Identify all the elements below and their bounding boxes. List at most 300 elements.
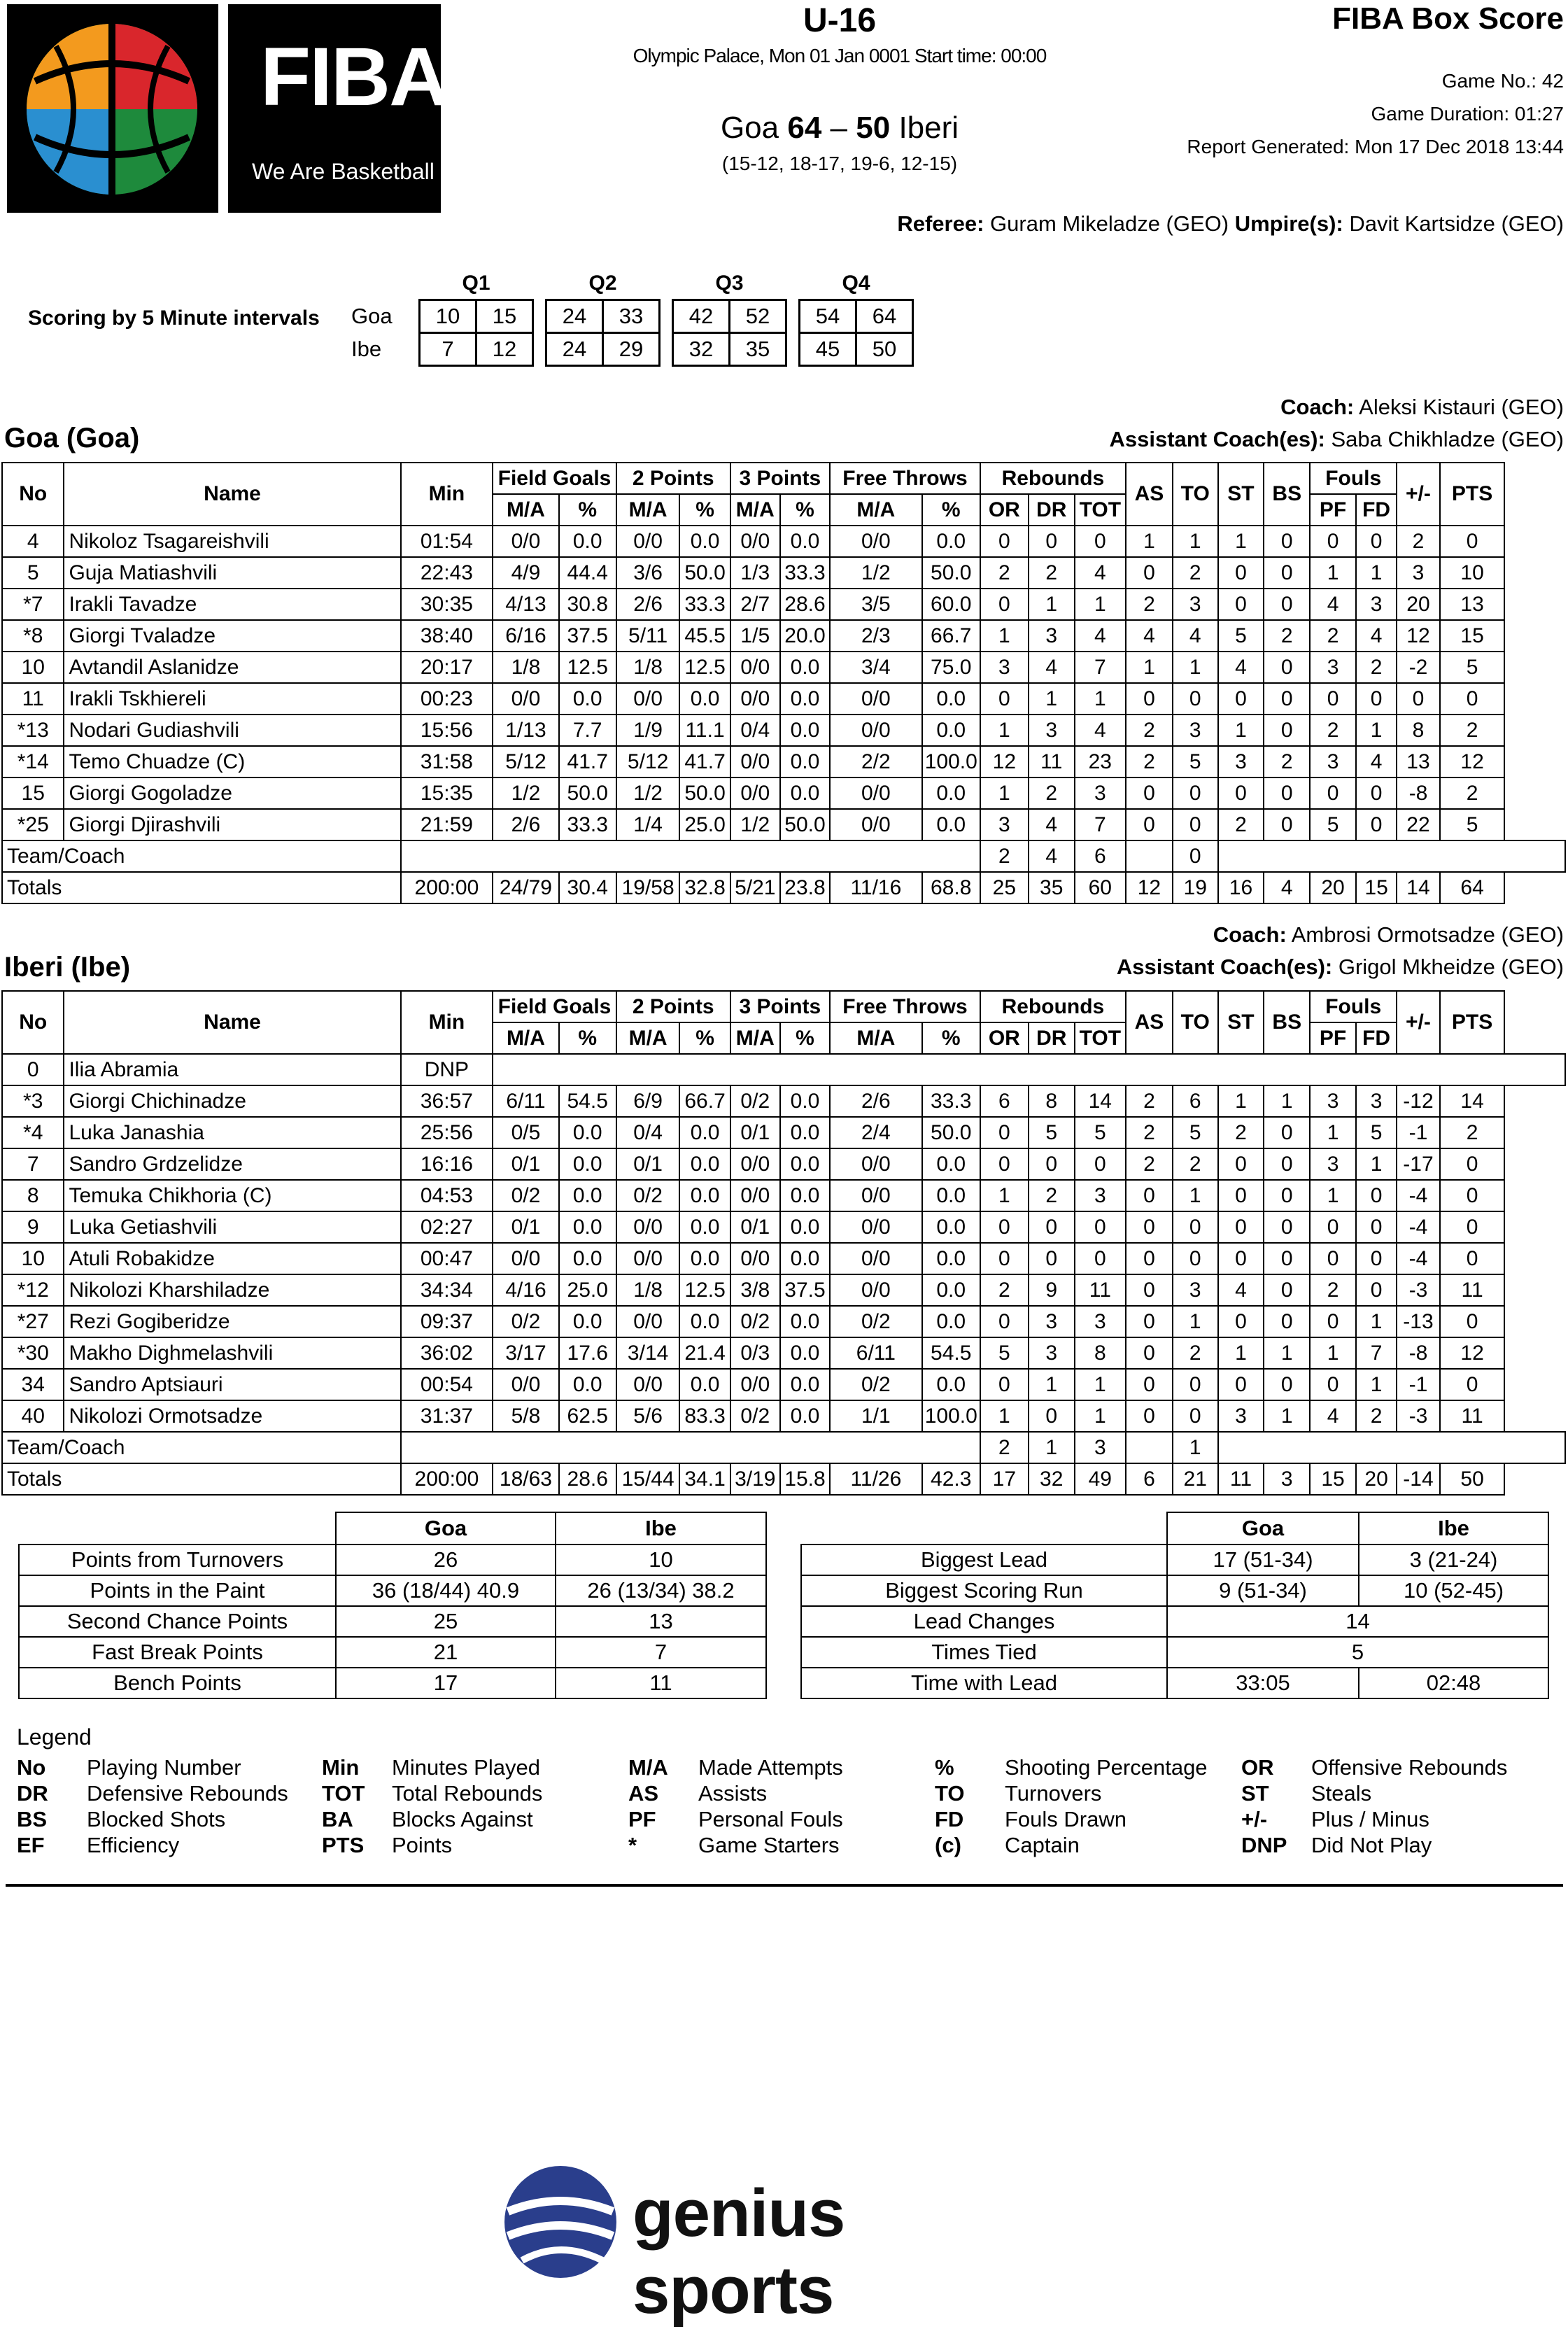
stat-cell: 0 xyxy=(980,1211,1029,1243)
stat-cell: 1 xyxy=(1075,1400,1126,1432)
stat-cell: 3 xyxy=(1075,1432,1126,1463)
stat-cell: 6/11 xyxy=(830,1337,922,1369)
q1-header: Q1 xyxy=(462,272,490,295)
stat-cell: 04:53 xyxy=(401,1180,493,1211)
legend-description: Game Starters xyxy=(698,1833,840,1857)
stat-cell: 0/1 xyxy=(730,1211,780,1243)
col-pts: PTS xyxy=(1440,463,1505,526)
player-number: 15 xyxy=(2,777,64,809)
stat-cell: 33.3 xyxy=(679,589,730,620)
stat-cell: 0 xyxy=(1218,1306,1264,1337)
stat-cell: 1 xyxy=(1075,1369,1126,1400)
stat-cell: 1/9 xyxy=(616,715,680,746)
stat-cell: 3 xyxy=(1356,589,1397,620)
stat-cell: 0 xyxy=(1075,1243,1126,1274)
col-fouls: Fouls xyxy=(1310,991,1397,1022)
stat-cell: 20.0 xyxy=(780,620,830,652)
stat-cell: 0.0 xyxy=(922,1148,980,1180)
stat-cell: 3 xyxy=(1029,620,1075,652)
stat-cell: 00:23 xyxy=(401,683,493,715)
sub-header: FD xyxy=(1356,1022,1397,1054)
stat-cell: 0/0 xyxy=(730,683,780,715)
stat-cell: 3 xyxy=(1218,746,1264,777)
legend-description: Defensive Rebounds xyxy=(87,1781,288,1806)
player-number: 40 xyxy=(2,1400,64,1432)
player-number: *25 xyxy=(2,809,64,840)
stat-cell: 1 xyxy=(1173,1306,1218,1337)
player-name: Luka Getiashvili xyxy=(64,1211,400,1243)
player-row xyxy=(2,1054,1565,1085)
stat-cell: 0/0 xyxy=(730,746,780,777)
stat-cell: 1/2 xyxy=(730,809,780,840)
stat-cell: 5 xyxy=(1218,620,1264,652)
stat-cell: 33.3 xyxy=(559,809,616,840)
stat-cell: 17 xyxy=(980,1463,1029,1495)
totals-row xyxy=(2,872,1565,903)
stat-cell: 3 xyxy=(980,809,1029,840)
stat-cell: 0/0 xyxy=(730,1243,780,1274)
stat-cell: 0.0 xyxy=(780,1337,830,1369)
stat-cell: 75.0 xyxy=(922,652,980,683)
player-name: Irakli Tavadze xyxy=(64,589,400,620)
legend-description: Minutes Played xyxy=(392,1755,540,1780)
player-name: Nikolozi Kharshiladze xyxy=(64,1274,400,1306)
col-rebounds: Rebounds xyxy=(980,991,1126,1022)
stat-cell: -12 xyxy=(1397,1085,1439,1117)
stat-cell: 0 xyxy=(1310,1369,1356,1400)
stat-cell: 44.4 xyxy=(559,557,616,589)
stat-cell: 17.6 xyxy=(559,1337,616,1369)
stat-cell: 0/0 xyxy=(730,1369,780,1400)
stat-cell: 6/11 xyxy=(493,1085,558,1117)
legend-description: Blocks Against xyxy=(392,1807,533,1831)
stat-cell: 1/8 xyxy=(616,652,680,683)
player-name: Temo Chuadze (C) xyxy=(64,746,400,777)
stat-cell: 1/13 xyxy=(493,715,558,746)
player-name: Nodari Gudiashvili xyxy=(64,715,400,746)
sub-header: % xyxy=(780,1022,830,1054)
sub-header: M/A xyxy=(616,494,680,526)
stat-cell: 0.0 xyxy=(559,1211,616,1243)
stat-cell: 200:00 xyxy=(401,1463,493,1495)
stat-cell: 5 xyxy=(1173,746,1218,777)
player-row xyxy=(2,652,1565,683)
stat-cell: 3/19 xyxy=(730,1463,780,1495)
player-number: 0 xyxy=(2,1054,64,1085)
stat-cell: 4 xyxy=(1029,652,1075,683)
stat-cell: 2 xyxy=(1029,557,1075,589)
stat-cell: 35 xyxy=(1029,872,1075,903)
stat-cell: 09:37 xyxy=(401,1306,493,1337)
player-name: Sandro Aptsiauri xyxy=(64,1369,400,1400)
stat-cell: 33.3 xyxy=(922,1085,980,1117)
stat-cell: -14 xyxy=(1397,1463,1439,1495)
stat-cell: 0 xyxy=(1356,526,1397,557)
stat-cell: 0/0 xyxy=(730,652,780,683)
stat-cell: 0 xyxy=(1126,1306,1173,1337)
col-fouls: Fouls xyxy=(1310,463,1397,494)
stat-cell: 14 xyxy=(1397,872,1439,903)
player-row xyxy=(2,1148,1565,1180)
col-3-points: 3 Points xyxy=(730,991,830,1022)
stat-cell: 25:56 xyxy=(401,1117,493,1148)
stat-cell: 2 xyxy=(1173,1337,1218,1369)
stat-cell: 7 xyxy=(1075,809,1126,840)
stat-cell: 00:47 xyxy=(401,1243,493,1274)
competition-title: U-16 xyxy=(803,2,877,39)
stat-cell: 11/16 xyxy=(830,872,922,903)
player-row xyxy=(2,620,1565,652)
stat-cell: 19 xyxy=(1173,872,1218,903)
stat-cell: 2/2 xyxy=(830,746,922,777)
stat-cell: 15.8 xyxy=(780,1463,830,1495)
stat-cell: 4 xyxy=(1173,620,1218,652)
stat-cell: 1/8 xyxy=(493,652,558,683)
stat-cell: 5 xyxy=(1173,1117,1218,1148)
stat-cell: 0 xyxy=(1397,683,1439,715)
player-row xyxy=(2,1274,1565,1306)
legend-key: FD xyxy=(935,1807,964,1831)
stat-cell: 4 xyxy=(1310,1400,1356,1432)
legend-description: Playing Number xyxy=(87,1755,241,1780)
stat-cell: -3 xyxy=(1397,1400,1439,1432)
player-number: *30 xyxy=(2,1337,64,1369)
player-name: Avtandil Aslanidze xyxy=(64,652,400,683)
stat-cell: 0 xyxy=(1356,1211,1397,1243)
summary-row: Biggest Lead 17 (51-34) 3 (21-24) xyxy=(801,1545,1548,1575)
player-row xyxy=(2,1243,1565,1274)
fiba-tagline: We Are Basketball xyxy=(252,159,435,184)
empty-cells xyxy=(401,840,980,872)
stat-cell: 0 xyxy=(1264,1148,1310,1180)
stat-cell: 23.8 xyxy=(780,872,830,903)
stat-cell: -2 xyxy=(1397,652,1439,683)
stat-cell: 0.0 xyxy=(780,746,830,777)
stat-cell: -1 xyxy=(1397,1369,1439,1400)
stat-cell: 66.7 xyxy=(922,620,980,652)
stat-cell: 21:59 xyxy=(401,809,493,840)
player-name: Makho Dighmelashvili xyxy=(64,1337,400,1369)
legend-description: Blocked Shots xyxy=(87,1807,226,1831)
stat-cell: 0 xyxy=(980,1306,1029,1337)
col-as: AS xyxy=(1126,991,1173,1054)
stat-cell: 3 xyxy=(1173,715,1218,746)
stat-cell: 0/0 xyxy=(493,1369,558,1400)
stat-cell: 2 xyxy=(1029,1180,1075,1211)
player-min: DNP xyxy=(401,1054,493,1085)
stat-cell: 0 xyxy=(1173,683,1218,715)
game-duration: Game Duration: 01:27 xyxy=(1371,103,1564,125)
sub-header: % xyxy=(559,494,616,526)
legend-key: DR xyxy=(17,1781,48,1806)
stat-cell: 0 xyxy=(1126,1274,1173,1306)
stat-cell: 5 xyxy=(1075,1117,1126,1148)
stat-cell: 5 xyxy=(1029,1117,1075,1148)
stat-cell: 1/5 xyxy=(730,620,780,652)
stat-cell: 01:54 xyxy=(401,526,493,557)
stat-cell: 0 xyxy=(1356,683,1397,715)
stat-cell: 25 xyxy=(980,872,1029,903)
stat-cell: 100.0 xyxy=(922,1400,980,1432)
stat-cell: 23 xyxy=(1075,746,1126,777)
stat-cell: 0/4 xyxy=(616,1117,680,1148)
stat-cell: 2 xyxy=(1440,1117,1505,1148)
stat-cell: 0 xyxy=(1173,840,1218,872)
legend-key: TO xyxy=(935,1781,965,1806)
interval-row-team1: Goa 10 15 24 33 42 52 54 64 xyxy=(351,300,913,332)
stat-cell: 2/4 xyxy=(830,1117,922,1148)
player-name: Luka Janashia xyxy=(64,1117,400,1148)
basketball-icon xyxy=(7,4,218,213)
player-name: Giorgi Gogoladze xyxy=(64,777,400,809)
sub-header: M/A xyxy=(493,1022,558,1054)
player-name: Irakli Tskhiereli xyxy=(64,683,400,715)
legend-description: Did Not Play xyxy=(1311,1833,1432,1857)
stat-cell: 10 xyxy=(1440,557,1505,589)
legend-divider xyxy=(6,1884,1563,1887)
sub-header: OR xyxy=(980,494,1029,526)
player-row xyxy=(2,715,1565,746)
sub-header: FD xyxy=(1356,494,1397,526)
stat-cell: 0 xyxy=(1029,526,1075,557)
stat-cell: 0 xyxy=(1126,1337,1173,1369)
stat-cell: 3 xyxy=(980,652,1029,683)
stat-cell: 1 xyxy=(1126,526,1173,557)
stat-cell: 0 xyxy=(1075,526,1126,557)
stat-cell: 3 xyxy=(1029,1306,1075,1337)
stat-cell: 3 xyxy=(1029,715,1075,746)
stat-cell: 14 xyxy=(1075,1085,1126,1117)
legend-key: % xyxy=(935,1755,954,1780)
stat-cell: 3 xyxy=(1397,557,1439,589)
stat-cell: 6 xyxy=(1126,1463,1173,1495)
stat-cell: 00:54 xyxy=(401,1369,493,1400)
stat-cell: 0 xyxy=(1264,652,1310,683)
stat-cell: 3 xyxy=(1310,652,1356,683)
player-row xyxy=(2,777,1565,809)
stat-cell: 0 xyxy=(1310,777,1356,809)
stat-cell: 0 xyxy=(1126,1180,1173,1211)
stat-cell: 0 xyxy=(1440,1306,1505,1337)
stat-cell: 3/6 xyxy=(616,557,680,589)
sub-header: PF xyxy=(1310,494,1356,526)
stat-cell: 12 xyxy=(1397,620,1439,652)
interval-table xyxy=(351,269,914,367)
stat-cell: 28.6 xyxy=(559,1463,616,1495)
player-number: 7 xyxy=(2,1148,64,1180)
stat-cell: 0/0 xyxy=(730,526,780,557)
legend-description: Assists xyxy=(698,1781,768,1806)
stat-cell: 0.0 xyxy=(679,1306,730,1337)
stat-cell: 0.0 xyxy=(780,1117,830,1148)
stat-cell: 50.0 xyxy=(679,777,730,809)
stat-cell: 2/7 xyxy=(730,589,780,620)
stat-cell: 5/8 xyxy=(493,1400,558,1432)
stat-cell: 2 xyxy=(1029,777,1075,809)
sub-header: TOT xyxy=(1075,494,1126,526)
stat-cell: 2 xyxy=(1310,1274,1356,1306)
stat-cell: 0.0 xyxy=(922,1243,980,1274)
stat-cell: 31:58 xyxy=(401,746,493,777)
col-field-goals: Field Goals xyxy=(493,991,616,1022)
stat-cell: 0 xyxy=(1029,1243,1075,1274)
stat-cell: 2 xyxy=(1356,1400,1397,1432)
stat-cell: 6 xyxy=(1075,840,1126,872)
summary-row: Biggest Scoring Run 9 (51-34) 10 (52-45) xyxy=(801,1575,1548,1606)
stat-cell: 18/63 xyxy=(493,1463,558,1495)
stat-cell: 0/5 xyxy=(493,1117,558,1148)
stat-cell: 1/4 xyxy=(616,809,680,840)
legend-key: EF xyxy=(17,1833,45,1857)
stat-cell: 0/1 xyxy=(493,1148,558,1180)
stat-cell: 0/0 xyxy=(830,1148,922,1180)
stat-cell: 3/17 xyxy=(493,1337,558,1369)
player-name: Ilia Abramia xyxy=(64,1054,400,1085)
stat-cell: 0.0 xyxy=(922,809,980,840)
stat-cell: 60 xyxy=(1075,872,1126,903)
stat-cell: 1 xyxy=(1310,1337,1356,1369)
stat-cell: -8 xyxy=(1397,777,1439,809)
stat-cell: 54.5 xyxy=(559,1085,616,1117)
stat-cell: 3 xyxy=(1173,1274,1218,1306)
legend-title: Legend xyxy=(17,1724,92,1750)
stat-cell: 0 xyxy=(1126,683,1173,715)
stat-cell: 0.0 xyxy=(559,1369,616,1400)
sub-header: M/A xyxy=(830,1022,922,1054)
stat-cell: 0.0 xyxy=(780,1148,830,1180)
stat-cell: 8 xyxy=(1397,715,1439,746)
stat-cell: 0.0 xyxy=(679,1180,730,1211)
stat-cell: 0 xyxy=(1264,1369,1310,1400)
stat-cell: 0/0 xyxy=(830,526,922,557)
stat-cell: 0.0 xyxy=(559,1243,616,1274)
player-row xyxy=(2,746,1565,777)
stat-cell: 02:27 xyxy=(401,1211,493,1243)
stat-cell: 0/0 xyxy=(616,1243,680,1274)
stat-cell: 4 xyxy=(1218,1274,1264,1306)
stat-cell: 0 xyxy=(1264,526,1310,557)
stat-cell: 1 xyxy=(1075,589,1126,620)
stat-cell: 0 xyxy=(1356,777,1397,809)
stat-cell: 6/9 xyxy=(616,1085,680,1117)
stat-cell: 15 xyxy=(1440,620,1505,652)
col-st: ST xyxy=(1218,991,1264,1054)
stat-cell: 1 xyxy=(1075,683,1126,715)
stat-cell: 0 xyxy=(1173,1400,1218,1432)
sub-header: M/A xyxy=(730,1022,780,1054)
legend-key: TOT xyxy=(322,1781,365,1806)
stat-cell: 3 xyxy=(1075,1306,1126,1337)
stat-cell: 0 xyxy=(1126,1369,1173,1400)
team2-box-score xyxy=(1,990,1566,1496)
team2-coach: Coach: Ambrosi Ormotsadze (GEO) xyxy=(1213,922,1564,947)
totals-label: Totals xyxy=(2,872,401,903)
stat-cell: 13 xyxy=(1397,746,1439,777)
stat-cell: 0 xyxy=(1218,1180,1264,1211)
stat-cell: 1 xyxy=(1310,557,1356,589)
player-number: *14 xyxy=(2,746,64,777)
col-to: TO xyxy=(1173,991,1218,1054)
sub-header: M/A xyxy=(616,1022,680,1054)
stat-cell: 0/0 xyxy=(830,715,922,746)
stat-cell: 1/2 xyxy=(830,557,922,589)
stat-cell: 4 xyxy=(1075,715,1126,746)
stat-cell: 0 xyxy=(980,589,1029,620)
stat-cell: 0 xyxy=(1126,1400,1173,1432)
stat-cell: 2 xyxy=(1126,1148,1173,1180)
stat-cell: 7 xyxy=(1075,652,1126,683)
player-row xyxy=(2,1400,1565,1432)
stat-cell: 0.0 xyxy=(559,1306,616,1337)
summary-row: Times Tied 5 xyxy=(801,1637,1548,1668)
stat-cell: 2 xyxy=(1126,746,1173,777)
legend-description: Offensive Rebounds xyxy=(1311,1755,1508,1780)
q3-header: Q3 xyxy=(715,272,744,295)
stat-cell: 2 xyxy=(1126,1085,1173,1117)
col-plus-minus: +/- xyxy=(1397,991,1439,1054)
stat-cell: 0.0 xyxy=(559,1180,616,1211)
stat-cell: 2 xyxy=(1173,1148,1218,1180)
player-row xyxy=(2,1306,1565,1337)
stat-cell: 12.5 xyxy=(679,1274,730,1306)
stat-cell: 0 xyxy=(1264,777,1310,809)
stat-cell: 3/4 xyxy=(830,652,922,683)
player-name: Nikoloz Tsagareishvili xyxy=(64,526,400,557)
stat-cell: 0 xyxy=(1264,1180,1310,1211)
stat-cell: 0 xyxy=(1310,1306,1356,1337)
stat-cell: 0/0 xyxy=(616,683,680,715)
stat-cell: 0.0 xyxy=(679,1117,730,1148)
empty-cells xyxy=(401,1432,980,1463)
stat-cell: 0 xyxy=(1310,526,1356,557)
stat-cell: 0.0 xyxy=(780,1180,830,1211)
stat-cell: 30.4 xyxy=(559,872,616,903)
stat-cell: 11 xyxy=(1440,1274,1505,1306)
player-number: *4 xyxy=(2,1117,64,1148)
stat-cell: 5/11 xyxy=(616,620,680,652)
stat-cell: 0 xyxy=(1440,1211,1505,1243)
team-coach-row xyxy=(2,840,1565,872)
stat-cell: 1 xyxy=(1218,715,1264,746)
stat-cell: 50.0 xyxy=(922,557,980,589)
stat-cell: 0/0 xyxy=(616,1211,680,1243)
stat-cell: 0.0 xyxy=(679,526,730,557)
stat-cell: 50.0 xyxy=(679,557,730,589)
stat-cell: 9 xyxy=(1029,1274,1075,1306)
stat-cell: 0/2 xyxy=(616,1180,680,1211)
stat-cell: 4 xyxy=(1075,620,1126,652)
stat-cell: 1 xyxy=(980,715,1029,746)
stat-cell: 31:37 xyxy=(401,1400,493,1432)
stat-cell: 0.0 xyxy=(780,1306,830,1337)
q2-header: Q2 xyxy=(588,272,617,295)
stat-cell: 50 xyxy=(1440,1463,1505,1495)
stat-cell: 41.7 xyxy=(559,746,616,777)
stat-cell: 0 xyxy=(1218,1243,1264,1274)
player-row xyxy=(2,1180,1565,1211)
stat-cell: 0/0 xyxy=(830,809,922,840)
player-row xyxy=(2,1337,1565,1369)
stat-cell: 12 xyxy=(1440,746,1505,777)
team1-coach: Coach: Aleksi Kistauri (GEO) xyxy=(1280,395,1564,419)
stat-cell: 2 xyxy=(1356,652,1397,683)
stat-cell: 0.0 xyxy=(780,1369,830,1400)
stat-cell: 0 xyxy=(1173,777,1218,809)
stat-cell: 0/0 xyxy=(730,1148,780,1180)
player-name: Giorgi Djirashvili xyxy=(64,809,400,840)
stat-cell: 0/2 xyxy=(730,1085,780,1117)
stat-cell: 25.0 xyxy=(559,1274,616,1306)
